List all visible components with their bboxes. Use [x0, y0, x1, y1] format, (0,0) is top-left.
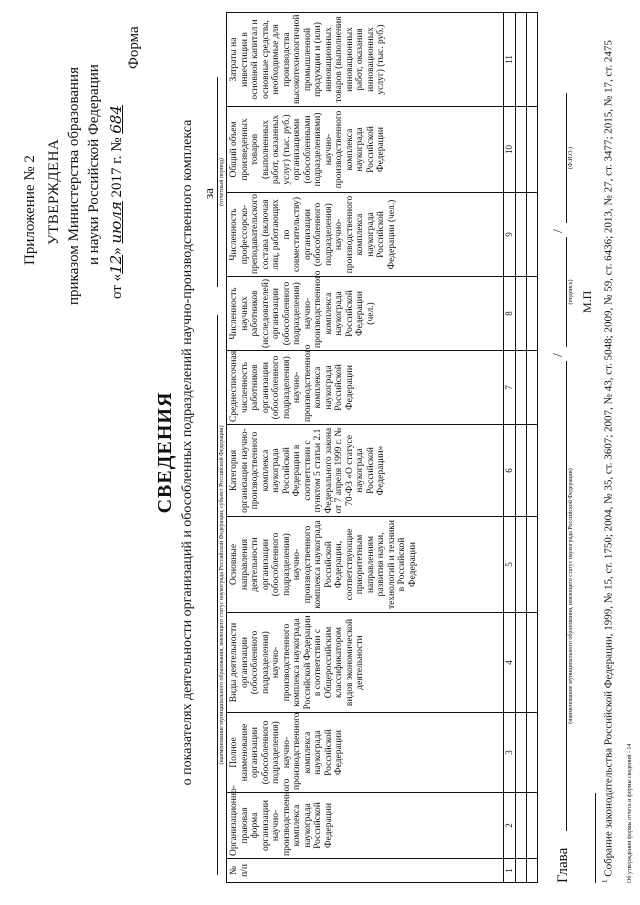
- footnote: [598, 13, 616, 883]
- footnote-mark: 1: [601, 879, 609, 883]
- table-cell: [516, 425, 527, 517]
- table-cell: [527, 613, 538, 713]
- table-cell: [516, 517, 527, 613]
- table-cell: [527, 859, 538, 883]
- header-cell: Категория организации научно-производственного комплекса наукограда Российской Федерации в соответствии с пунктом 5 статьи 2.1 Федерального закона от 7 апреля 1999 г. № 70-ФЗ «О статусе наукограда Российской Федерации»: [227, 425, 504, 517]
- column-number: 3: [504, 713, 516, 793]
- fine-print: Об утверждении формы отчета и формы сведений - 14: [627, 743, 633, 883]
- period-label: за: [201, 188, 216, 199]
- header-cell: Среднесписочная численность работников организации (обособленного подразделения) научно-производственного комплекса наукограда Российской Федерации: [227, 351, 504, 425]
- order-line-2: и науки Российской Федерации: [86, 64, 102, 265]
- header-cell: Общий объем произведенных товаров (выполненных работ, оказанных услуг) (тыс. руб.) организациями (обособленными подразделениями) научно-производственного комплекса наукограда Российской Федерации: [227, 107, 504, 193]
- table-cell: [527, 793, 538, 859]
- column-number: 4: [504, 613, 516, 713]
- column-number: 1: [504, 859, 516, 883]
- table-number-row: [504, 13, 516, 883]
- document-title: СВЕДЕНИЯ: [154, 391, 176, 514]
- period-caption: (отчетный период): [219, 158, 225, 206]
- header-cell: Затраты на инвестиции в основной капитал и основные средства, необходимые для производства высокотехнологичной промышленной продукции и (или) инновационных товаров (выполнения инновационных работ, оказания инновационных услуг) (тыс. руб.): [227, 13, 504, 107]
- header-cell: № п/п: [227, 859, 504, 883]
- fio-caption: (Ф.И.О.): [568, 147, 574, 169]
- table-cell: [527, 713, 538, 793]
- table-cell: [527, 13, 538, 107]
- order-day: 12: [107, 254, 125, 274]
- footnote-rule: [595, 793, 596, 883]
- table-cell: [516, 859, 527, 883]
- appendix-number: Приложение № 2: [22, 155, 38, 265]
- head-label: Глава: [555, 847, 571, 883]
- table-cell: [516, 193, 527, 277]
- table-cell: [527, 425, 538, 517]
- order-line-1: приказом Министерства образования: [66, 67, 82, 305]
- table-cell: [527, 107, 538, 193]
- header-cell: Виды деятельности организации (обособленного подразделения) научно-производственного комплекса наукограда Российской Федерации в соответствии с Общероссийским классификатором видов экономической деятельности: [227, 613, 504, 713]
- municipality-caption: (наименование муниципального образования, имеющего статус наукограда Российской Федерации, субъект Российской Федерации): [219, 425, 225, 765]
- table-row: [516, 13, 527, 883]
- table-cell: [527, 517, 538, 613]
- signature-line: [566, 237, 567, 347]
- column-number: 11: [504, 13, 516, 107]
- column-number: 9: [504, 193, 516, 277]
- table-cell: [516, 107, 527, 193]
- table-header-row: [227, 13, 504, 883]
- order-prefix: от «: [109, 273, 125, 299]
- table-row: [527, 13, 538, 883]
- table-cell: [527, 277, 538, 351]
- column-number: 5: [504, 517, 516, 613]
- stamp-place: М.П: [580, 290, 594, 313]
- table-cell: [516, 613, 527, 713]
- column-number: 8: [504, 277, 516, 351]
- head-caption: (наименование муниципального образования, имеющего статус наукограда Российской Федерации): [568, 468, 574, 724]
- order-number: 684: [107, 105, 125, 134]
- form-label: Форма: [126, 26, 142, 69]
- table-cell: [516, 277, 527, 351]
- table-cell: [527, 193, 538, 277]
- footnote-text: Собрание законодательства Российской Федерации, 1999, № 15, ст. 1750; 2004, № 35, ст. 3607; 2007, № 43, ст. 5048; 2009, № 59, ст. 6436; 2013, № 27, ст. 3477; 2015, № 17, ст. 2475: [602, 40, 615, 877]
- header-cell: Численность профессорско-преподавательского состава (включая лиц, работающих по совместительству) организации (обособленного подразделения) научно-производственного комплекса наукограда Российской Федерации (чел.): [227, 193, 504, 277]
- header-cell: Основные направления деятельности организации (обособленного подразделения) научно-производственного комплекса наукограда Российской Федерации, соответствующие приоритетным направлениям развития науки, технологий и техники в Российской Федерации: [227, 517, 504, 613]
- header-cell: Численность научных работников (исследователей) организации (обособленного подразделения) научно-производственного комплекса наукограда Российской Федерации (чел.): [227, 277, 504, 351]
- table-cell: [516, 713, 527, 793]
- order-mid: »: [109, 247, 125, 255]
- signature-caption: (подпись): [568, 279, 574, 305]
- period-line: [217, 77, 218, 287]
- header-cell: Организационно-правовая форма организации научно-производственного комплекса наукограда Российской Федерации: [227, 793, 504, 859]
- table-cell: [527, 351, 538, 425]
- table-cell: [516, 351, 527, 425]
- indicators-table: [226, 12, 538, 883]
- column-number: 6: [504, 425, 516, 517]
- table-cell: [516, 793, 527, 859]
- document-subtitle: о показателях деятельности организаций и обособленных подразделений научно-производственного комплекса: [180, 119, 195, 786]
- column-number: 7: [504, 351, 516, 425]
- municipality-line: [217, 315, 218, 875]
- column-number: 2: [504, 793, 516, 859]
- head-name-line: [566, 361, 567, 831]
- column-number: 10: [504, 107, 516, 193]
- order-month: июля: [107, 201, 125, 244]
- table-cell: [516, 13, 527, 107]
- separator-slash: /: [551, 353, 566, 357]
- header-cell: Полное наименование организации (обособленного подразделения) научно-производственного комплекса наукограда Российской Федерации: [227, 713, 504, 793]
- order-date-line: [107, 105, 126, 299]
- fio-line: [566, 93, 567, 223]
- separator-slash: /: [551, 229, 566, 233]
- approved-heading: УТВЕРЖДЕНА: [46, 138, 62, 245]
- order-year: 2017 г. №: [109, 137, 125, 198]
